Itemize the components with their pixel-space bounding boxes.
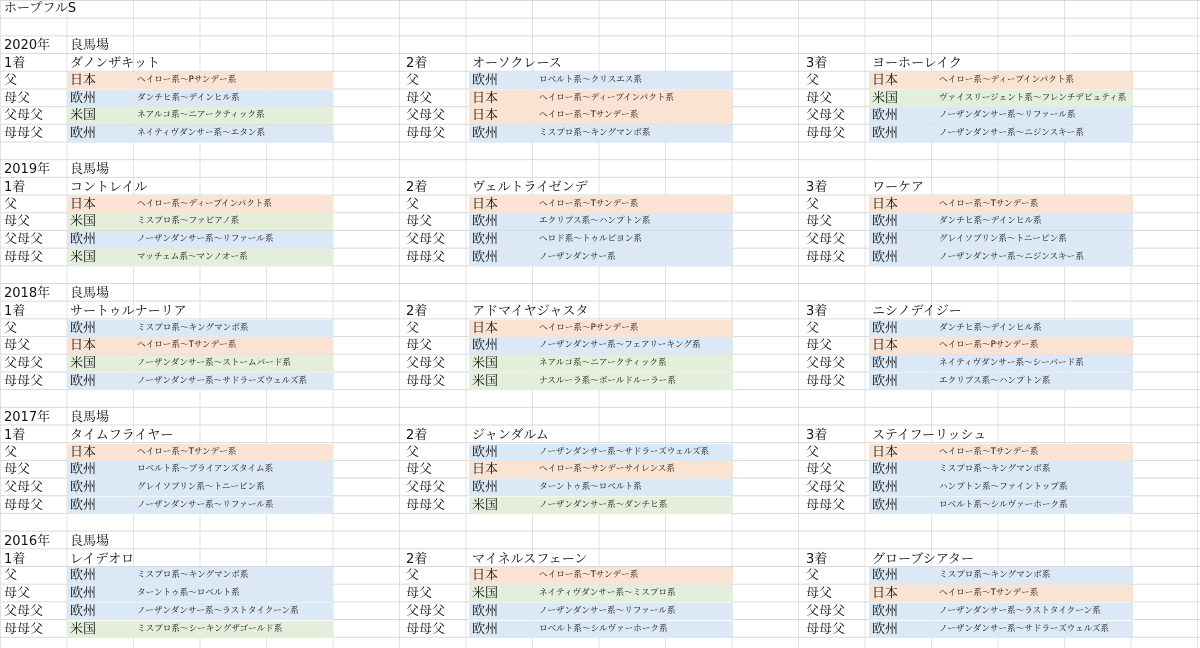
sire-line-cell[interactable]: ターントゥ系〜ロベルト系 bbox=[539, 481, 642, 492]
sire-role-cell[interactable]: 父 bbox=[4, 320, 18, 336]
sire-line-cell[interactable]: ロベルト系〜シルヴァーホーク系 bbox=[939, 499, 1068, 510]
region-cell[interactable]: 欧州 bbox=[472, 214, 499, 230]
sire-line-cell[interactable]: ヘイロー系〜Pサンデー系 bbox=[939, 340, 1039, 351]
place-cell[interactable]: 3着 bbox=[806, 303, 828, 319]
sire-line-cell[interactable]: ダンチヒ系〜デインヒル系 bbox=[939, 216, 1042, 227]
region-cell[interactable]: 日本 bbox=[872, 72, 899, 88]
sire-role-cell[interactable]: 父母父 bbox=[806, 232, 846, 248]
region-cell[interactable]: 米国 bbox=[70, 214, 97, 230]
place-cell[interactable]: 2着 bbox=[406, 56, 428, 72]
sire-role-cell[interactable]: 父 bbox=[4, 444, 18, 460]
region-cell[interactable]: 欧州 bbox=[872, 356, 899, 371]
sire-role-cell[interactable]: 父母父 bbox=[806, 479, 846, 495]
horse-name-cell[interactable]: ヴェルトライゼンデ bbox=[472, 180, 588, 195]
region-cell[interactable]: 米国 bbox=[70, 108, 97, 124]
place-cell[interactable]: 2着 bbox=[406, 180, 428, 195]
sire-role-cell[interactable]: 母母父 bbox=[406, 497, 446, 513]
region-cell[interactable]: 欧州 bbox=[70, 320, 97, 336]
track-condition-cell[interactable]: 良馬場 bbox=[70, 410, 110, 426]
region-cell[interactable]: 欧州 bbox=[70, 586, 97, 602]
sire-line-cell[interactable]: ノーザンダンサー系〜ラストタイクーン系 bbox=[939, 605, 1101, 616]
place-cell[interactable]: 2着 bbox=[406, 303, 428, 319]
sire-role-cell[interactable]: 母母父 bbox=[4, 125, 44, 141]
region-cell[interactable]: 日本 bbox=[70, 72, 97, 88]
horse-name-cell[interactable]: グローブシアター bbox=[872, 551, 974, 567]
sire-role-cell[interactable]: 母父 bbox=[4, 462, 31, 478]
region-cell[interactable]: 欧州 bbox=[872, 373, 899, 389]
year-cell[interactable]: 2020年 bbox=[4, 38, 51, 54]
track-condition-cell[interactable]: 良馬場 bbox=[70, 286, 110, 302]
region-cell[interactable]: 日本 bbox=[872, 196, 899, 212]
year-cell[interactable]: 2017年 bbox=[4, 410, 51, 426]
sire-role-cell[interactable]: 母父 bbox=[806, 90, 833, 106]
region-cell[interactable]: 欧州 bbox=[872, 232, 899, 248]
sire-line-cell[interactable]: ミスプロ系〜キングマンボ系 bbox=[939, 570, 1051, 581]
sire-role-cell[interactable]: 母父 bbox=[406, 90, 433, 106]
sire-role-cell[interactable]: 母父 bbox=[806, 586, 833, 602]
sire-role-cell[interactable]: 父 bbox=[806, 320, 820, 336]
sire-role-cell[interactable]: 父 bbox=[406, 444, 420, 460]
sire-line-cell[interactable]: ノーザンダンサー系〜ラストタイクーン系 bbox=[137, 605, 299, 616]
region-cell[interactable]: 日本 bbox=[872, 586, 899, 602]
sire-role-cell[interactable]: 母母父 bbox=[4, 497, 44, 513]
region-cell[interactable]: 欧州 bbox=[872, 108, 899, 124]
region-cell[interactable]: 日本 bbox=[70, 338, 97, 354]
region-cell[interactable]: 欧州 bbox=[70, 125, 97, 141]
sire-role-cell[interactable]: 父母父 bbox=[4, 108, 44, 124]
sire-role-cell[interactable]: 父母父 bbox=[4, 356, 44, 371]
sire-line-cell[interactable]: ノーザンダンサー系〜リファール系 bbox=[539, 605, 676, 616]
sire-line-cell[interactable]: ミスプロ系〜ファピアノ系 bbox=[137, 216, 240, 227]
region-cell[interactable]: 欧州 bbox=[472, 249, 499, 265]
region-cell[interactable]: 米国 bbox=[472, 586, 499, 602]
sire-line-cell[interactable]: ヘイロー系〜Tサンデー系 bbox=[939, 446, 1039, 457]
sire-line-cell[interactable]: ヘイロー系〜サンデーサイレンス系 bbox=[539, 464, 675, 475]
sire-line-cell[interactable]: ノーザンダンサー系〜フェアリーキング系 bbox=[539, 340, 701, 351]
sire-role-cell[interactable]: 父 bbox=[806, 568, 820, 584]
sire-line-cell[interactable]: ネイティヴダンサー系〜シーバード系 bbox=[939, 358, 1084, 368]
sire-line-cell[interactable]: ミスプロ系〜シーキングザゴールド系 bbox=[137, 623, 283, 634]
sire-role-cell[interactable]: 母父 bbox=[406, 462, 433, 478]
sire-role-cell[interactable]: 母母父 bbox=[806, 249, 846, 265]
sire-role-cell[interactable]: 父 bbox=[406, 72, 420, 88]
region-cell[interactable]: 欧州 bbox=[872, 568, 899, 584]
sire-role-cell[interactable]: 父 bbox=[806, 72, 820, 88]
track-condition-cell[interactable]: 良馬場 bbox=[70, 534, 110, 549]
sire-line-cell[interactable]: ヘイロー系〜ディープインパクト系 bbox=[539, 92, 675, 103]
region-cell[interactable]: 日本 bbox=[472, 462, 499, 478]
region-cell[interactable]: 日本 bbox=[472, 568, 499, 584]
sire-line-cell[interactable]: マッチェム系〜マンノオー系 bbox=[137, 251, 248, 262]
sire-role-cell[interactable]: 母父 bbox=[4, 586, 31, 602]
region-cell[interactable]: 欧州 bbox=[872, 497, 899, 513]
sire-line-cell[interactable]: ダンチヒ系〜デインヒル系 bbox=[137, 92, 240, 103]
sire-line-cell[interactable]: ネイティヴダンサー系〜エタン系 bbox=[137, 127, 266, 138]
sire-line-cell[interactable]: ハンプトン系〜ファイントップ系 bbox=[939, 481, 1068, 492]
sire-role-cell[interactable]: 父 bbox=[4, 196, 18, 212]
sire-line-cell[interactable]: ミスプロ系〜キングマンボ系 bbox=[539, 127, 651, 138]
region-cell[interactable]: 欧州 bbox=[472, 72, 499, 88]
sire-role-cell[interactable]: 父 bbox=[406, 196, 420, 212]
horse-name-cell[interactable]: マイネルスフェーン bbox=[472, 551, 588, 567]
sire-line-cell[interactable]: ノーザンダンサー系〜ダンチヒ系 bbox=[539, 499, 668, 510]
sire-role-cell[interactable]: 母母父 bbox=[4, 249, 44, 265]
horse-name-cell[interactable]: ジャンダルム bbox=[472, 427, 549, 443]
sire-line-cell[interactable]: ダンチヒ系〜デインヒル系 bbox=[939, 322, 1042, 333]
region-cell[interactable]: 日本 bbox=[872, 444, 899, 460]
place-cell[interactable]: 3着 bbox=[806, 56, 828, 72]
region-cell[interactable]: 欧州 bbox=[70, 90, 97, 106]
sire-role-cell[interactable]: 母母父 bbox=[406, 125, 446, 141]
sire-line-cell[interactable]: ネアルコ系〜ニアークティック系 bbox=[137, 110, 265, 121]
sire-role-cell[interactable]: 父母父 bbox=[4, 603, 44, 619]
sire-role-cell[interactable]: 父 bbox=[406, 568, 420, 584]
sire-line-cell[interactable]: ヘイロー系〜Tサンデー系 bbox=[939, 588, 1039, 599]
region-cell[interactable]: 日本 bbox=[472, 196, 499, 212]
sire-role-cell[interactable]: 父 bbox=[4, 72, 18, 88]
sire-role-cell[interactable]: 父母父 bbox=[4, 479, 44, 495]
region-cell[interactable]: 欧州 bbox=[70, 462, 97, 478]
sire-role-cell[interactable]: 父 bbox=[4, 568, 18, 584]
place-cell[interactable]: 1着 bbox=[4, 427, 26, 443]
sire-line-cell[interactable]: ノーザンダンサー系 bbox=[539, 251, 616, 262]
sire-role-cell[interactable]: 母父 bbox=[806, 462, 833, 478]
sire-role-cell[interactable]: 父母父 bbox=[806, 108, 846, 124]
region-cell[interactable]: 欧州 bbox=[872, 621, 899, 637]
region-cell[interactable]: 日本 bbox=[70, 444, 97, 460]
horse-name-cell[interactable]: ワーケア bbox=[872, 180, 925, 195]
region-cell[interactable]: 日本 bbox=[472, 90, 499, 106]
year-cell[interactable]: 2016年 bbox=[4, 534, 51, 549]
region-cell[interactable]: 米国 bbox=[472, 356, 499, 371]
sire-role-cell[interactable]: 母母父 bbox=[806, 125, 846, 141]
place-cell[interactable]: 1着 bbox=[4, 303, 26, 319]
sire-line-cell[interactable]: ロベルト系〜ブライアンズタイム系 bbox=[137, 464, 274, 475]
region-cell[interactable]: 米国 bbox=[70, 249, 97, 265]
region-cell[interactable]: 欧州 bbox=[70, 568, 97, 584]
sire-line-cell[interactable]: ノーザンダンサー系〜ストームバード系 bbox=[137, 358, 292, 368]
region-cell[interactable]: 欧州 bbox=[70, 497, 97, 513]
sire-line-cell[interactable]: ヴァイスリージェント系〜フレンチデピュティ系 bbox=[939, 92, 1127, 103]
sire-role-cell[interactable]: 母父 bbox=[4, 214, 31, 230]
region-cell[interactable]: 欧州 bbox=[70, 232, 97, 248]
horse-name-cell[interactable]: サートゥルナーリア bbox=[70, 303, 187, 319]
place-cell[interactable]: 2着 bbox=[406, 427, 428, 443]
region-cell[interactable]: 欧州 bbox=[872, 603, 899, 619]
sire-line-cell[interactable]: ナスルーラ系〜ボールドルーラー系 bbox=[539, 375, 676, 386]
region-cell[interactable]: 欧州 bbox=[472, 125, 499, 141]
sire-line-cell[interactable]: ノーザンダンサー系〜サドラーズウェルズ系 bbox=[939, 623, 1110, 634]
track-condition-cell[interactable]: 良馬場 bbox=[70, 38, 110, 54]
sire-line-cell[interactable]: ヘイロー系〜Tサンデー系 bbox=[939, 198, 1039, 209]
sire-role-cell[interactable]: 母母父 bbox=[806, 497, 846, 513]
sire-line-cell[interactable]: ノーザンダンサー系〜リファール系 bbox=[137, 499, 274, 510]
region-cell[interactable]: 日本 bbox=[70, 196, 97, 212]
place-cell[interactable]: 2着 bbox=[406, 551, 428, 567]
sire-role-cell[interactable]: 母父 bbox=[806, 214, 833, 230]
sire-role-cell[interactable]: 母父 bbox=[4, 90, 31, 106]
sire-line-cell[interactable]: エクリプス系〜ハンプトン系 bbox=[539, 216, 651, 227]
sire-line-cell[interactable]: ノーザンダンサー系〜サドラーズウェルズ系 bbox=[137, 375, 308, 386]
region-cell[interactable]: 欧州 bbox=[872, 462, 899, 478]
place-cell[interactable]: 1着 bbox=[4, 56, 26, 72]
horse-name-cell[interactable]: ヨーホーレイク bbox=[872, 56, 962, 72]
horse-name-cell[interactable]: コントレイル bbox=[70, 180, 148, 195]
sire-line-cell[interactable]: エクリプス系〜ハンプトン系 bbox=[939, 375, 1051, 386]
sire-role-cell[interactable]: 父母父 bbox=[406, 356, 446, 371]
region-cell[interactable]: 欧州 bbox=[70, 479, 97, 495]
sire-role-cell[interactable]: 父母父 bbox=[806, 356, 846, 371]
sire-line-cell[interactable]: ノーザンダンサー系〜ニジンスキー系 bbox=[939, 251, 1084, 262]
region-cell[interactable]: 日本 bbox=[472, 108, 499, 124]
place-cell[interactable]: 1着 bbox=[4, 551, 26, 567]
sire-role-cell[interactable]: 母父 bbox=[806, 338, 833, 354]
sire-role-cell[interactable]: 父母父 bbox=[406, 232, 446, 248]
region-cell[interactable]: 欧州 bbox=[872, 249, 899, 265]
sire-line-cell[interactable]: ロベルト系〜クリスエス系 bbox=[539, 74, 642, 85]
sire-line-cell[interactable]: ヘイロー系〜Pサンデー系 bbox=[539, 322, 639, 333]
sire-line-cell[interactable]: ヘイロー系〜Tサンデー系 bbox=[137, 446, 237, 457]
sire-line-cell[interactable]: ヘイロー系〜Tサンデー系 bbox=[137, 340, 237, 351]
sire-line-cell[interactable]: ロベルト系〜シルヴァーホーク系 bbox=[539, 623, 668, 634]
sire-role-cell[interactable]: 父 bbox=[806, 196, 820, 212]
sire-line-cell[interactable]: ネイティヴダンサー系〜ミスプロ系 bbox=[539, 588, 676, 599]
horse-name-cell[interactable]: オーソクレース bbox=[472, 56, 562, 72]
sire-line-cell[interactable]: ヘロド系〜トゥルビヨン系 bbox=[539, 234, 642, 245]
region-cell[interactable]: 米国 bbox=[472, 497, 499, 513]
sire-line-cell[interactable]: ヘイロー系〜Tサンデー系 bbox=[539, 570, 639, 581]
sire-role-cell[interactable]: 母母父 bbox=[406, 621, 446, 637]
sire-role-cell[interactable]: 母父 bbox=[406, 586, 433, 602]
region-cell[interactable]: 欧州 bbox=[70, 603, 97, 619]
sire-role-cell[interactable]: 父 bbox=[806, 444, 820, 460]
sire-role-cell[interactable]: 父 bbox=[406, 320, 420, 336]
sire-line-cell[interactable]: ミスプロ系〜キングマンボ系 bbox=[939, 464, 1051, 475]
year-cell[interactable]: 2019年 bbox=[4, 162, 51, 178]
region-cell[interactable]: 米国 bbox=[472, 373, 499, 389]
sire-role-cell[interactable]: 母母父 bbox=[4, 621, 44, 637]
region-cell[interactable]: 欧州 bbox=[872, 125, 899, 141]
sire-line-cell[interactable]: ヘイロー系〜ディープインパクト系 bbox=[939, 74, 1075, 85]
sire-role-cell[interactable]: 父母父 bbox=[806, 603, 846, 619]
region-cell[interactable]: 欧州 bbox=[472, 444, 499, 460]
sire-line-cell[interactable]: ネアルコ系〜ニアークティック系 bbox=[539, 358, 667, 368]
region-cell[interactable]: 日本 bbox=[872, 338, 899, 354]
place-cell[interactable]: 1着 bbox=[4, 180, 26, 195]
sire-role-cell[interactable]: 父母父 bbox=[406, 603, 446, 619]
region-cell[interactable]: 欧州 bbox=[872, 479, 899, 495]
horse-name-cell[interactable]: タイムフライヤー bbox=[70, 427, 174, 443]
sire-line-cell[interactable]: ヘイロー系〜ディープインパクト系 bbox=[137, 198, 273, 209]
sire-role-cell[interactable]: 母母父 bbox=[406, 373, 446, 389]
region-cell[interactable]: 米国 bbox=[70, 356, 97, 371]
sire-role-cell[interactable]: 母父 bbox=[406, 338, 433, 354]
region-cell[interactable]: 欧州 bbox=[472, 479, 499, 495]
horse-name-cell[interactable]: ステイフーリッシュ bbox=[872, 427, 987, 443]
horse-name-cell[interactable]: ダノンザキット bbox=[70, 56, 160, 72]
region-cell[interactable]: 欧州 bbox=[872, 214, 899, 230]
sire-line-cell[interactable]: ターントゥ系〜ロベルト系 bbox=[137, 588, 240, 599]
region-cell[interactable]: 欧州 bbox=[872, 320, 899, 336]
horse-name-cell[interactable]: アドマイヤジャスタ bbox=[472, 303, 589, 319]
horse-name-cell[interactable]: ニシノデイジー bbox=[872, 303, 962, 319]
sire-role-cell[interactable]: 父母父 bbox=[4, 232, 44, 248]
region-cell[interactable]: 欧州 bbox=[472, 232, 499, 248]
sire-role-cell[interactable]: 父母父 bbox=[406, 479, 446, 495]
sire-role-cell[interactable]: 母母父 bbox=[806, 373, 846, 389]
sire-role-cell[interactable]: 母母父 bbox=[4, 373, 44, 389]
sire-line-cell[interactable]: ノーザンダンサー系〜リファール系 bbox=[939, 110, 1076, 121]
sire-role-cell[interactable]: 母母父 bbox=[406, 249, 446, 265]
sire-line-cell[interactable]: ヘイロー系〜Pサンデー系 bbox=[137, 74, 237, 85]
place-cell[interactable]: 3着 bbox=[806, 427, 828, 443]
year-cell[interactable]: 2018年 bbox=[4, 286, 51, 302]
region-cell[interactable]: 日本 bbox=[472, 320, 499, 336]
sire-line-cell[interactable]: グレイソブリン系〜トニービン系 bbox=[939, 234, 1067, 245]
horse-name-cell[interactable]: レイデオロ bbox=[70, 551, 135, 567]
region-cell[interactable]: 欧州 bbox=[472, 338, 499, 354]
sire-role-cell[interactable]: 母父 bbox=[4, 338, 31, 354]
sire-line-cell[interactable]: ミスプロ系〜キングマンボ系 bbox=[137, 322, 249, 333]
track-condition-cell[interactable]: 良馬場 bbox=[70, 162, 110, 178]
sire-line-cell[interactable]: ヘイロー系〜Tサンデー系 bbox=[539, 198, 639, 209]
region-cell[interactable]: 米国 bbox=[70, 621, 97, 637]
place-cell[interactable]: 3着 bbox=[806, 180, 828, 195]
sire-line-cell[interactable]: ノーザンダンサー系〜リファール系 bbox=[137, 234, 274, 245]
region-cell[interactable]: 欧州 bbox=[70, 373, 97, 389]
region-cell[interactable]: 米国 bbox=[872, 90, 899, 106]
sheet-title-cell[interactable]: ホープフルS bbox=[4, 1, 77, 16]
sire-line-cell[interactable]: ノーザンダンサー系〜サドラーズウェルズ系 bbox=[539, 446, 710, 457]
place-cell[interactable]: 3着 bbox=[806, 551, 828, 567]
sire-line-cell[interactable]: ミスプロ系〜キングマンボ系 bbox=[137, 570, 249, 581]
sire-role-cell[interactable]: 母母父 bbox=[806, 621, 846, 637]
region-cell[interactable]: 欧州 bbox=[472, 603, 499, 619]
sire-line-cell[interactable]: ヘイロー系〜Tサンデー系 bbox=[539, 110, 639, 121]
region-cell[interactable]: 欧州 bbox=[472, 621, 499, 637]
sire-line-cell[interactable]: グレイソブリン系〜トニービン系 bbox=[137, 481, 265, 492]
sire-role-cell[interactable]: 父母父 bbox=[406, 108, 446, 124]
sire-line-cell[interactable]: ノーザンダンサー系〜ニジンスキー系 bbox=[939, 127, 1084, 138]
sire-role-cell[interactable]: 母父 bbox=[406, 214, 433, 230]
